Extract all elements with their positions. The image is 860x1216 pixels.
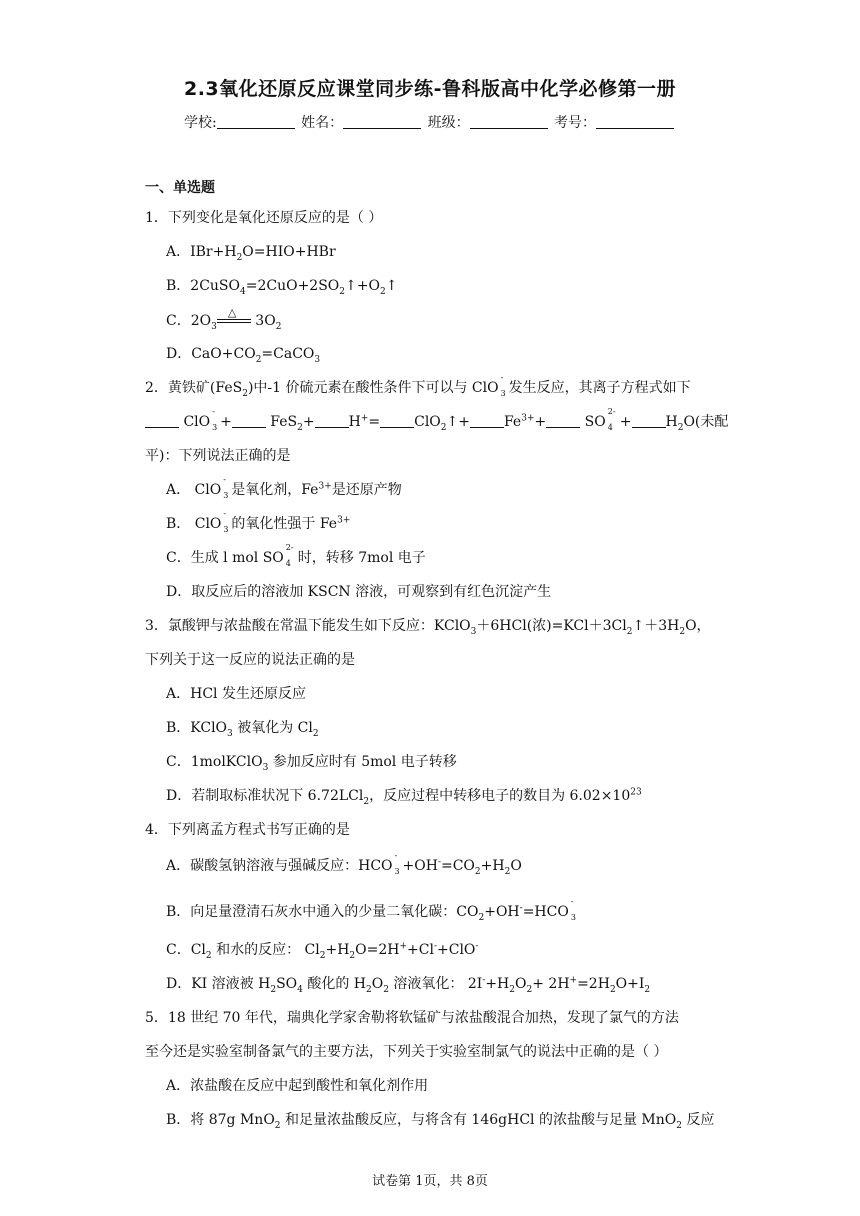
page-footer: 试卷第 1页，共 8页 [372, 1174, 488, 1189]
exam-number-label: 考号： [554, 115, 597, 131]
class-label: 班级： [427, 115, 470, 131]
school-label: 学校: [183, 115, 217, 131]
q2-option-c[interactable]: C．生成 l mol SO 2- 4 时，转移 7mol 电子 [166, 543, 426, 568]
q4-option-c[interactable]: C．$Cl_2$ 和水的反应： $Cl_2+H_2O=2H^++Cl^-+ClO^-$ [166, 941, 479, 961]
q5-stem-line1: 5．18 世纪 70 年代，瑞典化学家舍勒将软锰矿与浓盐酸混合加热，发现了氯气的方法 [145, 1010, 679, 1026]
q1-option-d[interactable]: D．$CaO+CO_2=CaCO_3$ [166, 346, 321, 365]
q2-option-b[interactable]: B． ClO - 3 的氧化性强于 $Fe^{3+}$ [166, 509, 351, 534]
q3-option-b[interactable]: B．KClO$_3$ 被氧化为 $Cl_2$ [166, 720, 319, 739]
q3-option-a[interactable]: A．HCl 发生还原反应 [166, 686, 306, 702]
q2-option-a[interactable]: A． ClO - 3 是氧化剂，$Fe^{3+}$是还原产物 [166, 475, 402, 500]
q1-option-a[interactable]: A．$IBr+H_2O=HIO+HBr$ [166, 244, 336, 263]
q1-stem: 1．下列变化是氧化还原反应的是（ ） [145, 210, 383, 226]
q3-option-d[interactable]: D．若制取标准状况下 6.72LCl$_2$，反应过程中转移电子的数目为 $6.02\times 10^{23}$ [166, 787, 642, 807]
q3-option-c[interactable]: C．1molKClO$_3$ 参加反应时有 5mol 电子转移 [166, 754, 457, 773]
q2-stem-equation: ClO - 3 + FeS$_2$+ H+= ClO$_2$↑+ $Fe^{3+}+$ SO 2- 4 + $H_2O$(未配 [145, 415, 728, 429]
class-blank[interactable] [470, 114, 548, 129]
q5-option-a[interactable]: A．浓盐酸在反应中起到酸性和氧化剂作用 [166, 1078, 429, 1094]
school-blank[interactable] [217, 114, 295, 129]
q2-option-d[interactable]: D．取反应后的溶液加 KSCN 溶液，可观察到有红色沉淀产生 [166, 584, 552, 600]
section-heading: 一、单选题 [145, 180, 215, 196]
q2-stem-line3: 平)：下列说法正确的是 [145, 448, 291, 464]
exam-number-blank[interactable] [596, 114, 674, 129]
heat-equals-sign: △ [217, 313, 251, 327]
q4-stem: 4．下列离孟方程式书写正确的是 [145, 822, 350, 838]
name-blank[interactable] [343, 114, 421, 129]
q1-option-c[interactable]: C．$2O_3$ △ $3O_2$ [166, 306, 282, 332]
q3-stem-line1: 3．氯酸钾与浓盐酸在常温下能发生如下反应：KClO$_3$＋6HCl(浓)$=KCl+3Cl_2↑+3H_2O$， [145, 618, 711, 637]
q5-stem-line2: 至今还是实验室制备氯气的主要方法，下列关于实验室制氯气的说法中正确的是（ ） [145, 1044, 668, 1060]
page-title: 2.3氧化还原反应课堂同步练-鲁科版高中化学必修第一册 [183, 78, 677, 100]
student-info-line [0, 112, 860, 132]
name-label: 姓名： [301, 115, 344, 131]
q1-option-b[interactable]: B．$2CuSO_4=2CuO+2SO_2↑+O_2↑$ [166, 278, 398, 297]
q4-option-a[interactable]: A．碳酸氢钠溶液与强碱反应：HCO - 3 $+OH^-=CO_2+H_2O$ [166, 851, 522, 877]
q3-stem-line2: 下列关于这一反应的说法正确的是 [145, 652, 355, 668]
q4-option-b[interactable]: B．向足量澄清石灰水中通入的少量二氧化碳：$CO_2+OH^-=HCO$ - 3 [166, 897, 576, 923]
q2-stem-line1: 2．黄铁矿(FeS$_2$)中-1 价硫元素在酸性条件下可以与 ClO - 3 发生反应，其离子方程式如下 [145, 373, 691, 399]
q4-option-d[interactable]: D．KI 溶液被 $H_2SO_4$ 酸化的 $H_2O_2$ 溶液氧化： $2I^-+H_2O_2+ 2H^+=2H_2O+I_2$ [166, 975, 651, 995]
q5-option-b[interactable]: B．将 87g MnO$_2$ 和足量浓盐酸反应，与将含有 146gHCl 的浓盐酸与足量 MnO$_2$ 反应 [166, 1112, 715, 1131]
